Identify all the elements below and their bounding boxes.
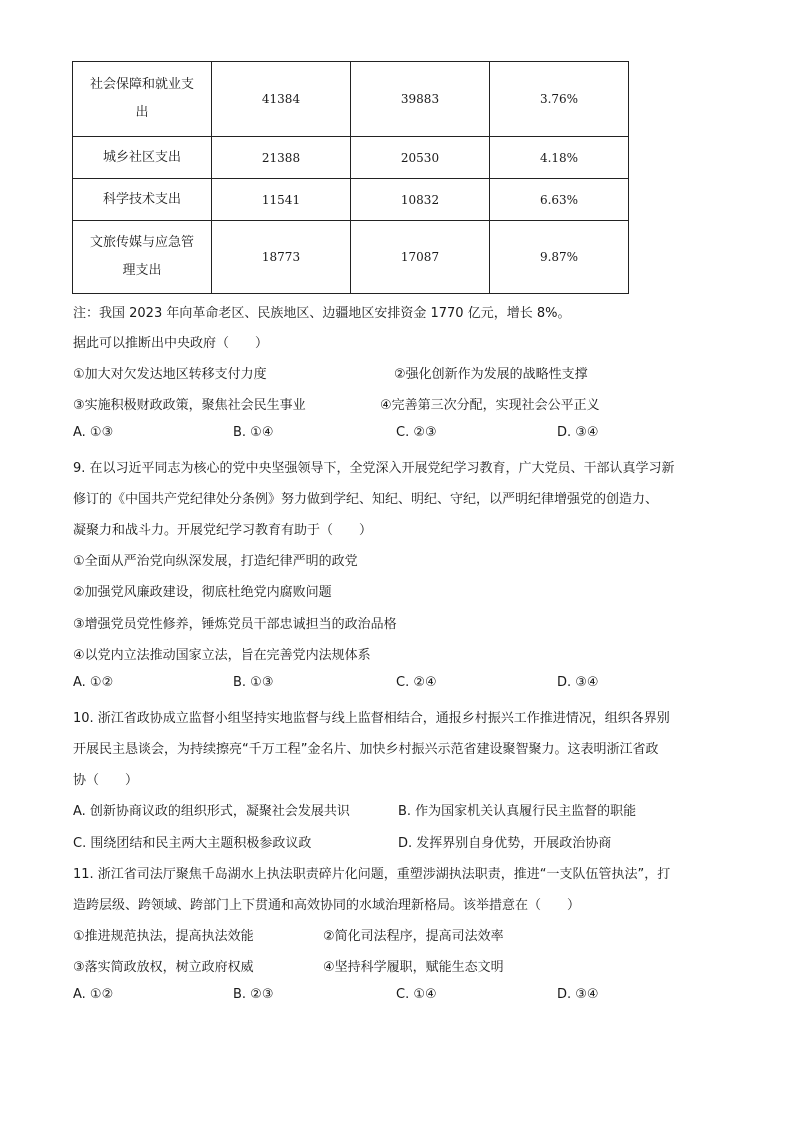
- q10-choice-a[interactable]: A. 创新协商议政的组织形式，凝聚社会发展共识: [73, 804, 350, 819]
- q10-stem-line: 协（ ）: [73, 773, 139, 788]
- table-cell-value-2023: 21388: [212, 137, 351, 179]
- q11-choice-b[interactable]: B. ②③: [233, 987, 274, 1002]
- table-cell-label: 社会保障和就业支 出: [73, 62, 212, 137]
- q9-choice-a[interactable]: A. ①②: [73, 675, 114, 690]
- q9-stem-line: 9. 在以习近平同志为核心的党中央坚强领导下，全党深入开展党纪学习教育，广大党员、干部认真学习新: [73, 461, 675, 476]
- table-cell-label: 文旅传媒与应急管 理支出: [73, 221, 212, 294]
- table-cell-value-2023: 18773: [212, 221, 351, 294]
- q11-choice-a[interactable]: A. ①②: [73, 987, 114, 1002]
- table-row: [73, 221, 629, 294]
- q8-stem: 据此可以推断出中央政府（ ）: [73, 336, 269, 351]
- table-row: [73, 62, 629, 137]
- table-cell-label: 科学技术支出: [73, 179, 212, 221]
- q9-stem-line: 修订的《中国共产党纪律处分条例》努力做到学纪、知纪、明纪、守纪，以严明纪律增强党的创造力、: [73, 492, 659, 507]
- table-note: 注：我国 2023 年向革命老区、民族地区、边疆地区安排资金 1770 亿元，增长 8%。: [73, 306, 571, 321]
- q9-item-4: ④以党内立法推动国家立法，旨在完善党内法规体系: [73, 648, 371, 663]
- table-cell-value-2022: 20530: [351, 137, 490, 179]
- q10-choice-b[interactable]: B. 作为国家机关认真履行民主监督的职能: [398, 804, 637, 819]
- q11-item-2: ②简化司法程序，提高司法效率: [323, 929, 504, 944]
- table-cell-growth: 3.76%: [490, 62, 629, 137]
- q9-stem-line: 凝聚力和战斗力。开展党纪学习教育有助于（ ）: [73, 523, 373, 538]
- q8-item-3: ③实施积极财政政策，聚焦社会民生事业: [73, 398, 306, 413]
- q9-item-3: ③增强党员党性修养，锤炼党员干部忠诚担当的政治品格: [73, 617, 397, 632]
- table-cell-value-2023: 41384: [212, 62, 351, 137]
- q11-choice-c[interactable]: C. ①④: [396, 987, 437, 1002]
- table-row: [73, 137, 629, 179]
- q11-choice-d[interactable]: D. ③④: [557, 987, 599, 1002]
- q9-choice-b[interactable]: B. ①③: [233, 675, 274, 690]
- table-cell-value-2022: 39883: [351, 62, 490, 137]
- table-cell-label: 城乡社区支出: [73, 137, 212, 179]
- table-cell-growth: 4.18%: [490, 137, 629, 179]
- q10-choice-c[interactable]: C. 围绕团结和民主两大主题积极参政议政: [73, 836, 312, 851]
- q9-choice-c[interactable]: C. ②④: [396, 675, 437, 690]
- q11-item-4: ④坚持科学履职，赋能生态文明: [323, 960, 504, 975]
- q9-item-1: ①全面从严治党向纵深发展，打造纪律严明的政党: [73, 554, 358, 569]
- table-row: [73, 179, 629, 221]
- q11-item-3: ③落实简政放权，树立政府权威: [73, 960, 254, 975]
- table-cell-growth: 6.63%: [490, 179, 629, 221]
- q8-choice-b[interactable]: B. ①④: [233, 425, 274, 440]
- table-cell-growth: 9.87%: [490, 221, 629, 294]
- q8-item-2: ②强化创新作为发展的战略性支撑: [394, 367, 588, 382]
- q9-choice-d[interactable]: D. ③④: [557, 675, 599, 690]
- expenditure-table: [72, 61, 629, 294]
- q9-item-2: ②加强党风廉政建设，彻底杜绝党内腐败问题: [73, 585, 332, 600]
- q11-stem-line: 11. 浙江省司法厅聚焦千岛湖水上执法职责碎片化问题，重塑涉湖执法职责，推进“一支队伍管执法”，打: [73, 867, 671, 882]
- q8-item-1: ①加大对欠发达地区转移支付力度: [73, 367, 267, 382]
- table-cell-value-2023: 11541: [212, 179, 351, 221]
- table-cell-value-2022: 17087: [351, 221, 490, 294]
- q11-stem-line: 造跨层级、跨领域、跨部门上下贯通和高效协同的水域治理新格局。该举措意在（ ）: [73, 898, 581, 913]
- q11-item-1: ①推进规范执法，提高执法效能: [73, 929, 254, 944]
- q10-stem-line: 10. 浙江省政协成立监督小组坚持实地监督与线上监督相结合，通报乡村振兴工作推进情况，组织各界别: [73, 711, 670, 726]
- q10-stem-line: 开展民主恳谈会，为持续擦亮“千万工程”金名片、加快乡村振兴示范省建设聚智聚力。这表明浙江省政: [73, 742, 659, 757]
- q10-choice-d[interactable]: D. 发挥界别自身优势，开展政治协商: [398, 836, 612, 851]
- q8-choice-d[interactable]: D. ③④: [557, 425, 599, 440]
- q8-choice-c[interactable]: C. ②③: [396, 425, 437, 440]
- q8-item-4: ④完善第三次分配，实现社会公平正义: [380, 398, 600, 413]
- q8-choice-a[interactable]: A. ①③: [73, 425, 114, 440]
- table-cell-value-2022: 10832: [351, 179, 490, 221]
